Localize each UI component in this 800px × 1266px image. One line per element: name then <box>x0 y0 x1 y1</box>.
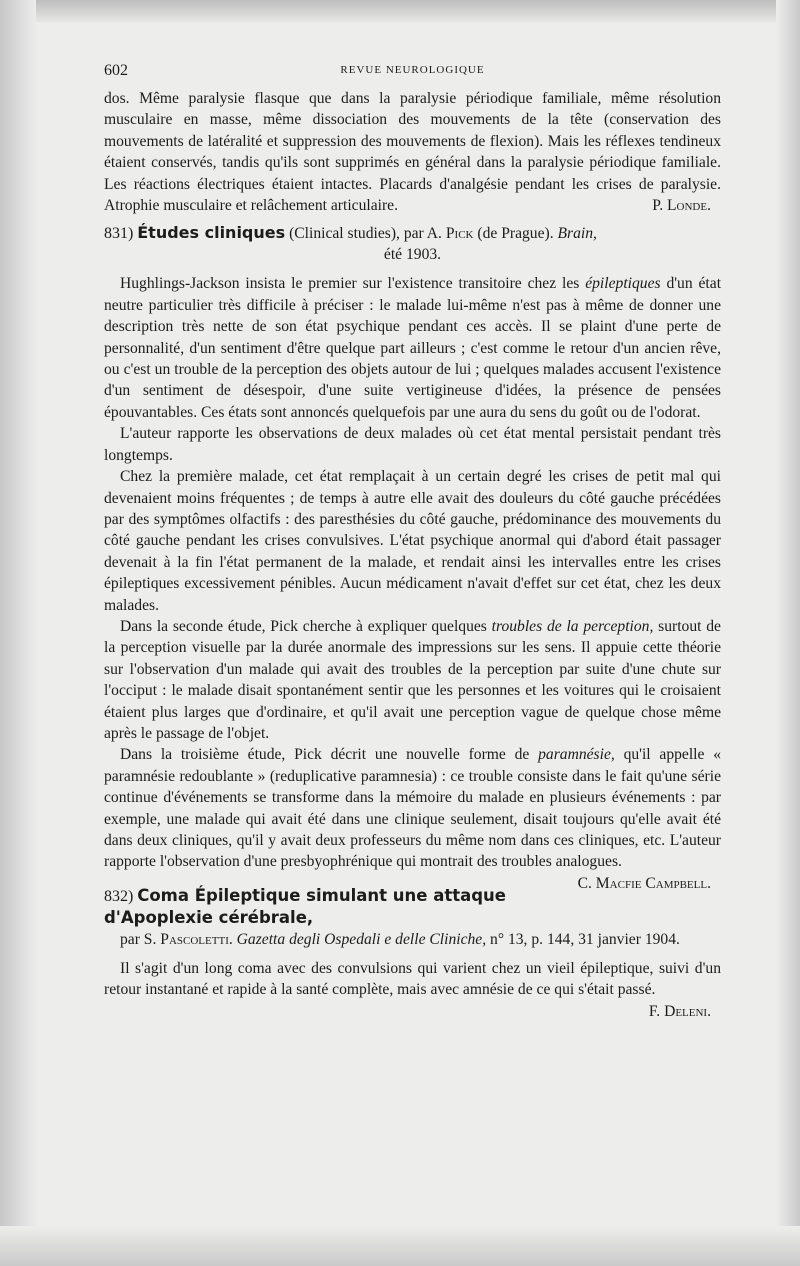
entry-831-p4-italic: troubles de la perception, <box>491 617 654 635</box>
entry-832-citation <box>104 929 721 950</box>
entry-831-p5-start: Dans la troisième étude, Pick décrit une nouvelle forme de <box>120 746 530 764</box>
entry-832-journal: Gazetta degli Ospedali e delle Cliniche, <box>236 930 487 948</box>
scan-edge-left <box>0 0 36 1266</box>
entry-831-title: Études cliniques <box>137 223 286 243</box>
entry-832-paragraph-1 <box>104 958 721 1020</box>
entry-831-p1-end: d'un état neutre particulier très difficile à préciser : le malade lui-même n'est pas à même de donner une description très nette de son état psychique pendant ces accès. Il se plaint d'une perte de personnalité, d'un sentiment d'être quelque part ailleurs ; c'est comme le retour d'un ancien rêve, ou c'est un trouble de la perception des objets autour de lui ; quelques malades accusent l'existence d'un sentiment de désespoir, d'une suite vertigineuse d'idées, la présence de pensées épouvantables. Ces états sont annoncés quelquefois par une aura du sens du goût ou de l'odorat. <box>104 275 722 421</box>
entry-832-title: Coma Épileptique simulant une attaque d'Apoplexie cérébrale, <box>104 885 506 927</box>
entry-831-signature: C. Macfie Campbell. <box>577 874 711 892</box>
entry-831-paragraph-3: Chez la première malade, cet état remplaçait à un certain degré les crises de petit mal qui devenaient moins fréquentes ; de temps à autre elle avait des douleurs du côté gauche précédées par des symptômes olfactifs : des paresthésies du côté gauche, prédominance des mouvements du côté gauche pendant les crises convulsives. L'état psychique anormal qui d'abord était passager devenait à la fin l'état permanent de la malade, et rendait ainsi les intervalles entre les crises épileptiques excessivement pénibles. Aucun médicament n'avait d'effet sur cet état, chez les deux malades. <box>104 468 721 614</box>
entry-831-paragraph-5 <box>104 744 721 892</box>
continuation-paragraph <box>104 88 721 216</box>
running-head <box>104 62 721 88</box>
scan-edge-top <box>0 0 800 22</box>
entry-831-paragraph-1 <box>104 273 721 423</box>
entry-831-number: 831) <box>104 225 134 243</box>
entry-831-author: Pick <box>445 225 474 243</box>
entry-832-ref: n° 13, p. 144, 31 janvier 1904. <box>490 930 680 948</box>
entry-831-p5-italic: paramnésie, <box>538 746 615 764</box>
entry-831-p1-start: Hughlings-Jackson insista le premier sur l'existence transitoire chez les <box>120 275 580 293</box>
entry-832-number: 832) <box>104 887 134 905</box>
entry-831-journal: Brain, <box>557 225 597 243</box>
entry-831-subtitle: (Clinical studies), par A. <box>289 225 442 243</box>
continuation-text: dos. Même paralysie flasque que dans la paralysie périodique familiale, même résolution musculaire en masse, même dissociation des mouvements de la tête (conservation des mouvements de latéralité et suppression des mouvements de flexion). Mais les réflexes tendineux étaient conservés, tandis qu'ils sont supprimés en général dans la paralysie périodique familiale. Les réactions électriques étaient intactes. Placards d'analgésie pendant les crises de paralysie. Atrophie musculaire et relâchement articulaire. <box>104 90 721 215</box>
entry-831-date: été 1903. <box>383 246 442 264</box>
scan-edge-bottom <box>0 1226 800 1266</box>
entry-831-origin: (de Prague). <box>477 225 554 243</box>
entry-832-heading <box>104 885 721 950</box>
entry-831-paragraph-4 <box>104 616 721 744</box>
entry-831-p4-start: Dans la seconde étude, Pick cherche à expliquer quelques <box>120 617 487 635</box>
entry-832-p1: Il s'agit d'un long coma avec des convulsions qui varient chez un vieil épileptique, suivi d'un retour instantané et rapide à la santé complète, mais avec amnésie de ce qui s'était passé. <box>104 959 721 999</box>
entry-832-byline: par S. <box>120 930 157 948</box>
journal-title: REVUE NEUROLOGIQUE <box>340 64 485 76</box>
continuation-signature: P. Londe. <box>652 197 711 215</box>
scan-edge-right <box>776 0 800 1266</box>
entry-831-p4-end: surtout de la perception visuelle par la durée anormale des impressions sur les sens. Il appuie cette théorie sur l'observation d'un malade qui avait des troubles de la perception par suite d'une chute sur l'occiput : le malade disait spontanément sentir que les personnes et les voitures qui le croisaient étaient plus larges que d'ordinaire, et qu'il avait une perception vague de quelque chose même après le passage de l'objet. <box>104 617 721 742</box>
entry-831-p1-italic: épileptiques <box>585 275 661 293</box>
entry-832-signature: F. Deleni. <box>648 1002 711 1020</box>
page-content <box>104 62 721 1022</box>
entry-831-p5-end: qu'il appelle « paramnésie redoublante » (reduplicative paramnesia) : ce trouble consiste dans le fait qu'une série continue d'événements se transforme dans la mémoire du malade en plusieurs événements : par exemple, une malade qui avait été dans une clinique seulement, disait toujours qu'elle avait été dans deux cliniques, qu'il y avait deux professeurs du même nom dans ces cliniques, etc. L'auteur rapporte l'observation d'une presbyophrénique qui montrait des troubles analogues. <box>104 746 721 871</box>
entry-832-author: Pascoletti. <box>160 930 233 948</box>
entry-831-paragraph-2: L'auteur rapporte les observations de deux malades où cet état mental persistait pendant très longtemps. <box>104 425 721 464</box>
page-number: 602 <box>104 62 128 79</box>
entry-831-heading <box>104 222 721 265</box>
